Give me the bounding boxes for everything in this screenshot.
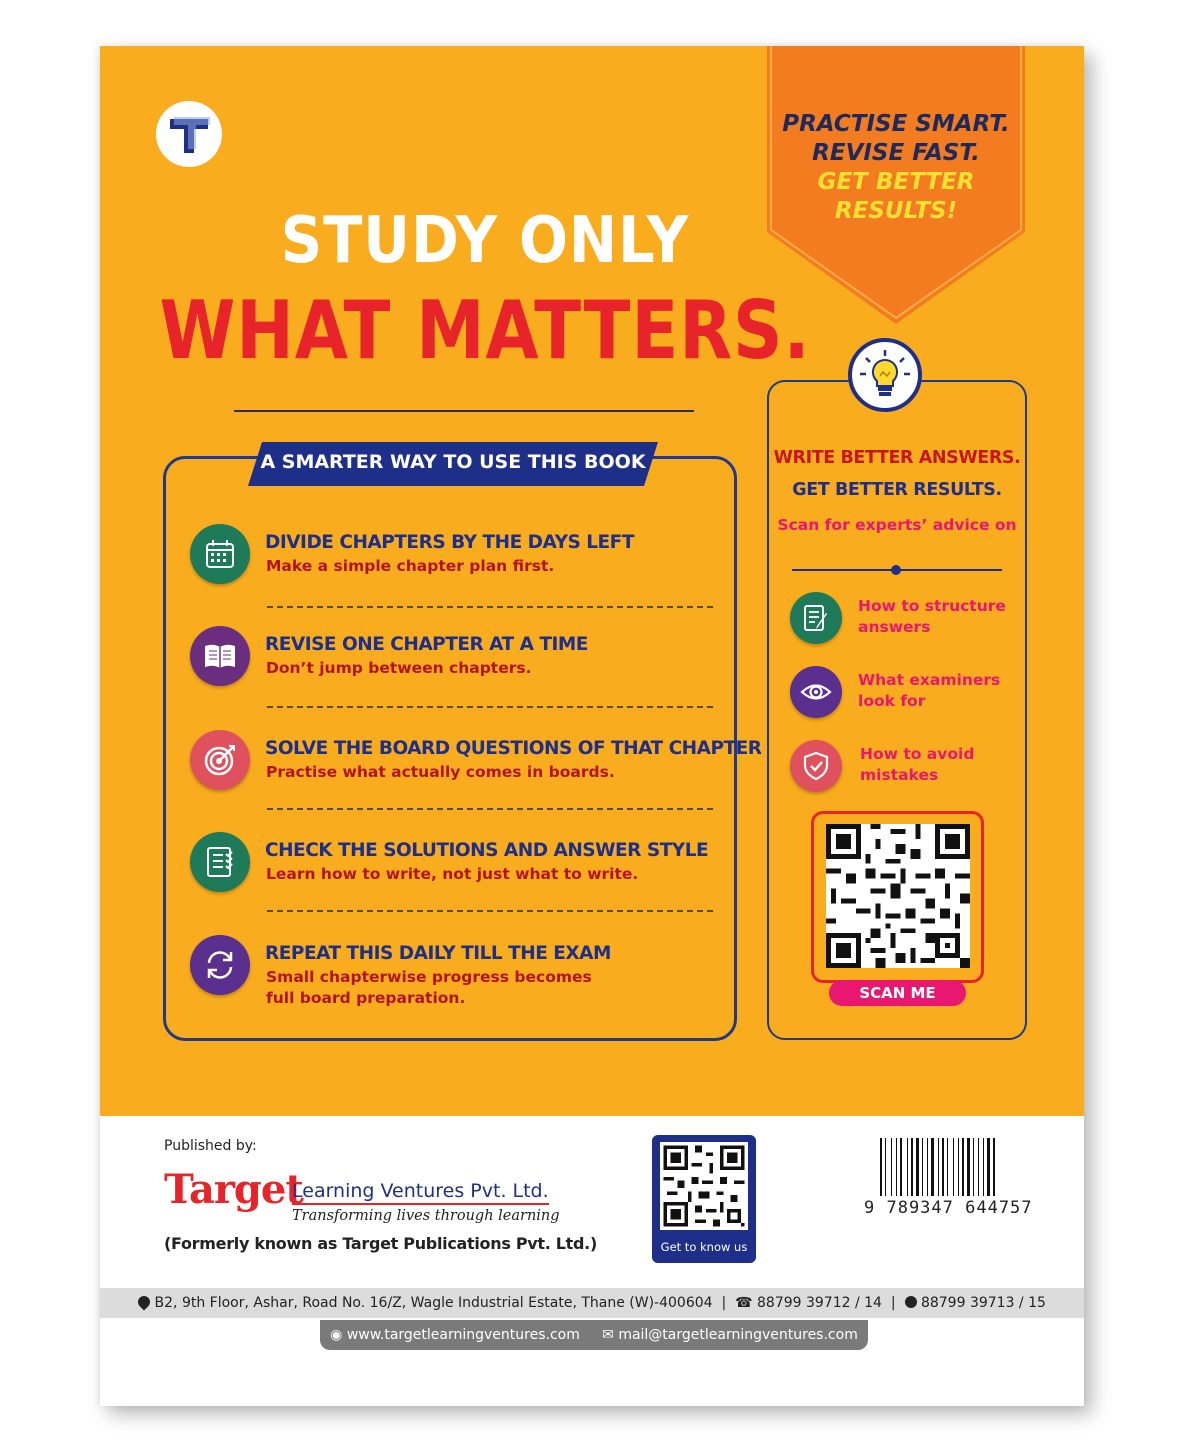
tip-line-2: mistakes <box>860 766 939 784</box>
headline-divider <box>234 410 694 412</box>
phone-icon: ☎ <box>735 1295 753 1311</box>
barcode-bar <box>922 1138 923 1196</box>
web-contact-bar <box>320 1320 868 1350</box>
barcode-bar <box>973 1138 974 1196</box>
headline-line-2: WHAT MATTERS. <box>159 284 811 377</box>
barcode-bar <box>987 1138 990 1196</box>
barcode-bar <box>942 1138 944 1196</box>
barcode-bar <box>953 1138 954 1196</box>
know-us-qr-card[interactable] <box>652 1135 756 1263</box>
step-desc: Make a simple chapter plan first. <box>266 557 555 575</box>
email-link[interactable]: mail@targetlearningventures.com <box>618 1327 858 1343</box>
book-back-cover <box>100 46 1084 1406</box>
company-tagline: Transforming lives through learning <box>292 1208 560 1224</box>
shield-check-icon <box>790 740 842 792</box>
ribbon-line-1: PRACTISE SMART. <box>782 111 1010 137</box>
barcode-bar <box>885 1138 886 1196</box>
globe-icon: ◉ <box>330 1327 343 1343</box>
barcode-bar <box>907 1138 908 1196</box>
ribbon-line-2: REVISE FAST. <box>812 140 980 166</box>
step-item <box>190 935 730 1005</box>
address-text: B2, 9th Floor, Ashar, Road No. 16/Z, Wagle Industrial Estate, Thane (W)-400604 <box>154 1295 713 1311</box>
tip-line-1: What examiners <box>858 671 1001 689</box>
barcode-bar <box>916 1138 919 1196</box>
advice-subheading: Scan for experts’ advice on <box>777 516 1017 534</box>
step-item <box>190 730 762 800</box>
formerly-known-note: (Formerly known as Target Publications Pvt. Ltd.) <box>164 1234 597 1253</box>
headline-line-1: STUDY ONLY <box>280 204 690 278</box>
cover-panel <box>100 46 1084 1116</box>
step-title: SOLVE THE BOARD QUESTIONS OF THAT CHAPTER <box>265 738 762 759</box>
address-bar <box>100 1288 1084 1318</box>
barcode-bar <box>983 1138 984 1196</box>
know-us-qr-code[interactable] <box>660 1142 748 1230</box>
step-item <box>190 524 730 594</box>
lightbulb-icon <box>848 338 922 412</box>
ribbon-line-4: RESULTS! <box>834 198 958 224</box>
barcode-bar <box>967 1138 970 1196</box>
step-item <box>190 832 730 902</box>
separator: | <box>717 1295 731 1311</box>
step-desc: Practise what actually comes in boards. <box>266 763 615 781</box>
tip-line-1: How to avoid <box>860 745 975 763</box>
barcode-bar <box>911 1138 913 1196</box>
whatsapp-text[interactable]: 88799 39713 / 15 <box>920 1295 1046 1311</box>
qr-code[interactable] <box>826 824 970 968</box>
tip-line-2: answers <box>858 618 931 636</box>
qr-frame[interactable] <box>811 811 984 983</box>
target-logo <box>156 101 222 167</box>
phone-text[interactable]: 88799 39712 / 14 <box>757 1295 882 1311</box>
step-title: CHECK THE SOLUTIONS AND ANSWER STYLE <box>265 840 709 861</box>
book-icon <box>190 626 250 686</box>
barcode-bar <box>938 1138 939 1196</box>
mail-icon: ✉ <box>602 1327 614 1343</box>
know-us-label: Get to know us <box>660 1240 748 1254</box>
barcode-bar <box>958 1138 959 1196</box>
barcode-bar <box>993 1138 995 1196</box>
location-icon <box>136 1294 153 1311</box>
eye-icon <box>790 666 842 718</box>
barcode-bar <box>931 1138 934 1196</box>
whatsapp-icon <box>905 1296 917 1308</box>
step-desc-line-2: full board preparation. <box>266 989 466 1007</box>
target-icon <box>190 730 250 790</box>
advice-tip <box>790 740 1020 794</box>
panel-tag <box>248 442 658 486</box>
advice-tip <box>790 666 1020 720</box>
company-name: Learning Ventures Pvt. Ltd. <box>292 1180 549 1205</box>
published-by-label: Published by: <box>164 1138 257 1154</box>
separator: | <box>886 1295 901 1311</box>
brand-wordmark: Target <box>164 1166 303 1213</box>
panel-tag-label: A SMARTER WAY TO USE THIS BOOK <box>260 451 646 473</box>
ribbon-line-3: GET BETTER <box>817 169 975 195</box>
barcode-bar <box>978 1138 979 1196</box>
website-link[interactable]: www.targetlearningventures.com <box>346 1327 580 1343</box>
step-title: REPEAT THIS DAILY TILL THE EXAM <box>265 943 611 964</box>
step-title: DIVIDE CHAPTERS BY THE DAYS LEFT <box>265 532 634 553</box>
dashed-divider <box>267 808 713 810</box>
step-desc-line-1: Small chapterwise progress becomes <box>266 968 592 986</box>
step-title: REVISE ONE CHAPTER AT A TIME <box>265 634 588 655</box>
barcode-bar <box>962 1138 964 1196</box>
advice-heading-2: GET BETTER RESULTS. <box>792 480 1002 500</box>
step-desc: Don’t jump between chapters. <box>266 659 532 677</box>
barcode-bar <box>900 1138 902 1196</box>
step-item <box>190 626 730 696</box>
isbn-number: 9 789347 644757 <box>864 1198 1033 1218</box>
dashed-divider <box>267 706 713 708</box>
barcode-bar <box>947 1138 948 1196</box>
scan-me-label: SCAN ME <box>829 980 966 1006</box>
tip-line-1: How to structure <box>858 597 1006 615</box>
barcode-bar <box>880 1138 882 1196</box>
document-edit-icon <box>790 592 842 644</box>
barcode-bar <box>891 1138 892 1196</box>
dashed-divider <box>267 910 713 912</box>
calendar-icon <box>190 524 250 584</box>
advice-heading-1: WRITE BETTER ANSWERS. <box>773 448 1021 468</box>
step-desc: Learn how to write, not just what to write. <box>266 865 639 883</box>
advice-divider-dot <box>891 565 901 575</box>
repeat-icon <box>190 935 250 995</box>
checklist-icon <box>190 832 250 892</box>
tip-line-2: look for <box>858 692 926 710</box>
barcode-bar <box>896 1138 897 1196</box>
advice-tip <box>790 592 1020 646</box>
barcode-bar <box>927 1138 928 1196</box>
dashed-divider <box>267 606 713 608</box>
footer <box>100 1116 1084 1406</box>
